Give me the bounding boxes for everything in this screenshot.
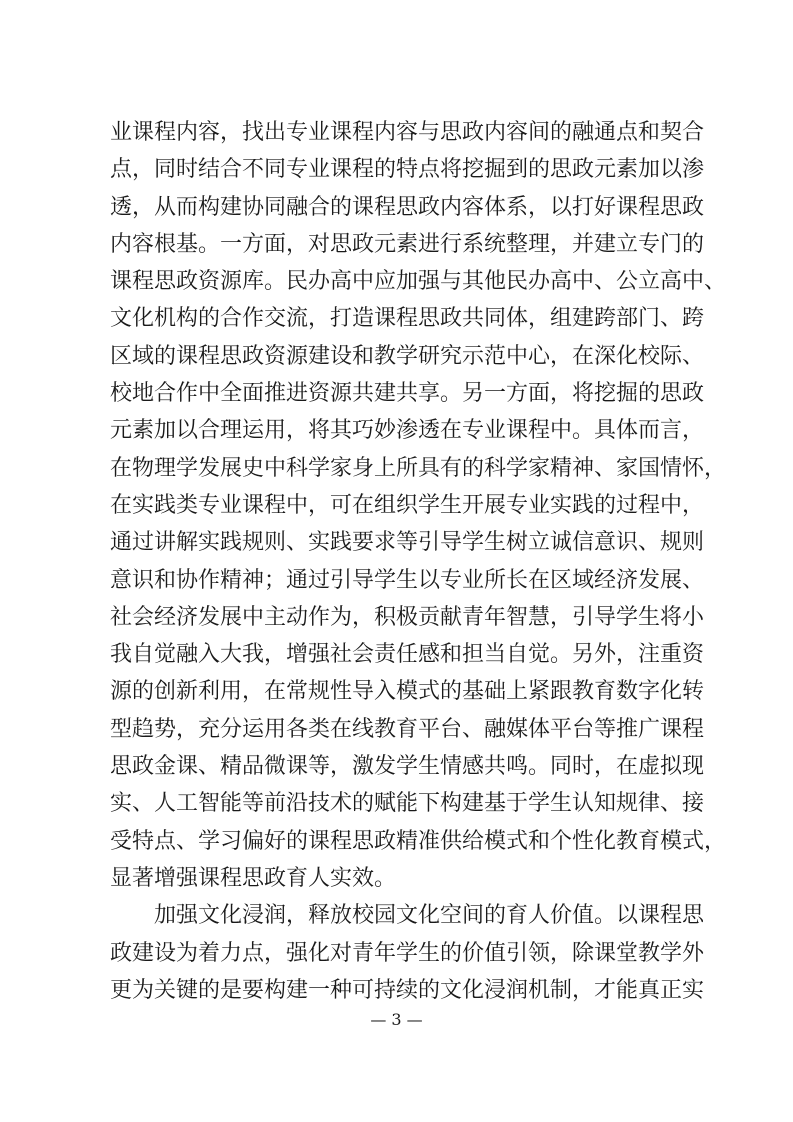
- text-line: 校地合作中全面推进资源共建共享。另一方面，将挖掘的思政: [110, 381, 705, 407]
- text-line: 更为关键的是要构建一种可持续的文化浸润机制，才能真正实: [110, 977, 705, 1003]
- text-line: 透，从而构建协同融合的课程思政内容体系，以打好课程思政: [110, 194, 705, 220]
- text-line: 元素加以合理运用，将其巧妙渗透在专业课程中。具体而言，: [110, 418, 705, 444]
- text-line: 业课程内容，找出专业课程内容与思政内容间的融通点和契合: [110, 120, 705, 145]
- body-text: [110, 114, 727, 1009]
- text-line: 内容根基。一方面，对思政元素进行系统整理，并建立专门的: [110, 231, 705, 257]
- text-line: 课程思政资源库。民办高中应加强与其他民办高中、公立高中、: [110, 269, 727, 295]
- text-line: 通过讲解实践规则、实践要求等引导学生树立诚信意识、规则: [110, 530, 705, 556]
- page-number: — 3 —: [370, 1010, 423, 1029]
- text-line: 意识和协作精神；通过引导学生以专业所长在区域经济发展、: [110, 567, 705, 593]
- text-line: 源的创新利用，在常规性导入模式的基础上紧跟教育数字化转: [110, 679, 705, 705]
- text-line: 在物理学发展史中科学家身上所具有的科学家精神、家国情怀，: [110, 455, 727, 481]
- text-line: 点，同时结合不同专业课程的特点将挖掘到的思政元素加以渗: [110, 157, 705, 183]
- text-line: 在实践类专业课程中，可在组织学生开展专业实践的过程中，: [110, 492, 705, 518]
- text-line: 受特点、学习偏好的课程思政精准供给模式和个性化教育模式，: [110, 828, 727, 854]
- text-line: 我自觉融入大我，增强社会责任感和担当自觉。另外，注重资: [110, 642, 705, 668]
- paragraph-start-line: 加强文化浸润，释放校园文化空间的育人价值。以课程思: [154, 903, 705, 929]
- text-line: 区域的课程思政资源建设和教学研究示范中心，在深化校际、: [110, 343, 705, 369]
- paragraph-end-line: 显著增强课程思政育人实效。: [110, 865, 397, 891]
- text-line: 实、人工智能等前沿技术的赋能下构建基于学生认知规律、接: [110, 791, 705, 817]
- text-line: 政建设为着力点，强化对青年学生的价值引领，除课堂教学外: [110, 940, 705, 966]
- text-line: 社会经济发展中主动作为，积极贡献青年智慧，引导学生将小: [110, 604, 705, 630]
- text-line: 思政金课、精品微课等，激发学生情感共鸣。同时，在虚拟现: [110, 754, 705, 780]
- text-line: 文化机构的合作交流，打造课程思政共同体，组建跨部门、跨: [110, 306, 705, 332]
- text-line: 型趋势，充分运用各类在线教育平台、融媒体平台等推广课程: [110, 716, 705, 742]
